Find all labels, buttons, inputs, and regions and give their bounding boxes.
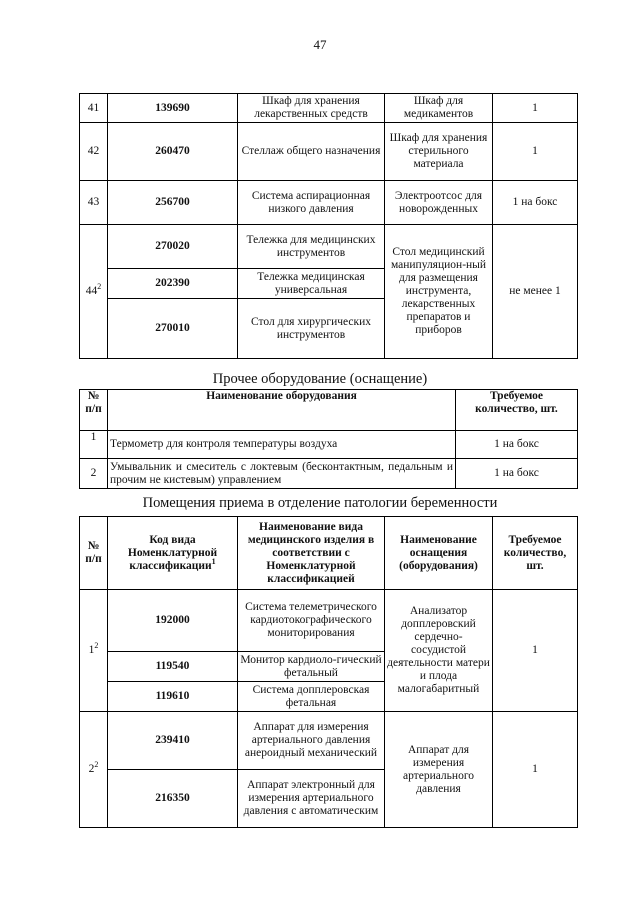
header-equipment: Наименование оснащения (оборудования) [385, 517, 493, 590]
quantity-cell: 1 на бокс [456, 459, 578, 489]
quantity-cell: 1 [493, 123, 578, 181]
equipment-table-continued [79, 93, 578, 359]
code-cell: 256700 [108, 181, 238, 225]
section-title-admission-rooms: Помещения приема в отделение патологии беременности [142, 495, 498, 511]
device-name-cell: Аппарат для измерения артериального давления анероидный механический [238, 712, 385, 770]
equipment-name-cell: Умывальник и смеситель с локтевым (бесконтактным, педальным и прочим не кистевым) управлением [108, 459, 456, 489]
section-title-other-equipment: Прочее оборудование (оснащение) [212, 371, 428, 387]
other-equipment-table [79, 389, 578, 489]
row-number: $44^2$ [80, 225, 108, 359]
table-header-row [80, 390, 578, 431]
header-quantity: Требуемое количество, шт. [456, 390, 578, 431]
row-number: 2 [80, 459, 108, 489]
device-name-cell: Аппарат электронный для измерения артериального давления с автоматическим [238, 770, 385, 828]
device-name-cell: Стол для хирургических инструментов [238, 299, 385, 359]
code-cell: 119540 [108, 652, 238, 682]
equipment-name-cell: Термометр для контроля температуры воздуха [108, 431, 456, 459]
header-code: Код вида Номенклатурной классификации$^1$ [108, 517, 238, 590]
quantity-cell: 1 на бокс [456, 431, 578, 459]
row-number: $2^2$ [80, 712, 108, 828]
page-number: 47 [313, 37, 327, 52]
device-name-cell: Система телеметрического кардиотокографического мониторирования [238, 590, 385, 652]
row-number: 43 [80, 181, 108, 225]
device-name-cell: Тележка для медицинских инструментов [238, 225, 385, 269]
equipment-cell: Электроотсос для новорожденных [385, 181, 493, 225]
code-cell: 260470 [108, 123, 238, 181]
equipment-cell: Шкаф для медикаментов [385, 94, 493, 123]
equipment-cell: Аппарат для измерения артериального давления [385, 712, 493, 828]
code-cell: 202390 [108, 269, 238, 299]
code-cell: 139690 [108, 94, 238, 123]
code-cell: 216350 [108, 770, 238, 828]
equipment-cell: Анализатор допплеровский сердечно-сосудистой деятельности матери и плода малогабаритный [385, 590, 493, 712]
table-header-row [80, 517, 578, 590]
row-number: 42 [80, 123, 108, 181]
code-cell: 119610 [108, 682, 238, 712]
row-number: 41 [80, 94, 108, 123]
table-row [80, 712, 578, 770]
table-row [80, 94, 578, 123]
device-name-cell: Монитор кардиоло-гический фетальный [238, 652, 385, 682]
device-name-cell: Система аспирационная низкого давления [238, 181, 385, 225]
table-row [80, 590, 578, 652]
table-row [80, 123, 578, 181]
table-row [80, 459, 578, 489]
table-row [80, 181, 578, 225]
quantity-cell: 1 [493, 590, 578, 712]
equipment-cell: Шкаф для хранения стерильного материала [385, 123, 493, 181]
header-equipment-name: Наименование оборудования [108, 390, 456, 431]
code-cell: 192000 [108, 590, 238, 652]
code-cell: 239410 [108, 712, 238, 770]
quantity-cell: 1 [493, 94, 578, 123]
header-number: № п/п [80, 390, 108, 431]
device-name-cell: Шкаф для хранения лекарственных средств [238, 94, 385, 123]
quantity-cell: 1 [493, 712, 578, 828]
code-cell: 270010 [108, 299, 238, 359]
device-name-cell: Система допплеровская фетальная [238, 682, 385, 712]
equipment-cell: Стол медицинский манипуляцион-ный для размещения инструмента, лекарственных препаратов и приборов [385, 225, 493, 359]
quantity-cell: не менее 1 [493, 225, 578, 359]
admission-rooms-table [79, 516, 578, 828]
header-device-name: Наименование вида медицинского изделия в соответствии с Номенклатурной классификацией [238, 517, 385, 590]
code-cell: 270020 [108, 225, 238, 269]
header-number: № п/п [80, 517, 108, 590]
row-number: 1 [80, 431, 108, 459]
device-name-cell: Стеллаж общего назначения [238, 123, 385, 181]
table-row [80, 431, 578, 459]
quantity-cell: 1 на бокс [493, 181, 578, 225]
table-row [80, 225, 578, 269]
header-quantity: Требуемое количество, шт. [493, 517, 578, 590]
device-name-cell: Тележка медицинская универсальная [238, 269, 385, 299]
row-number: $1^2$ [80, 590, 108, 712]
